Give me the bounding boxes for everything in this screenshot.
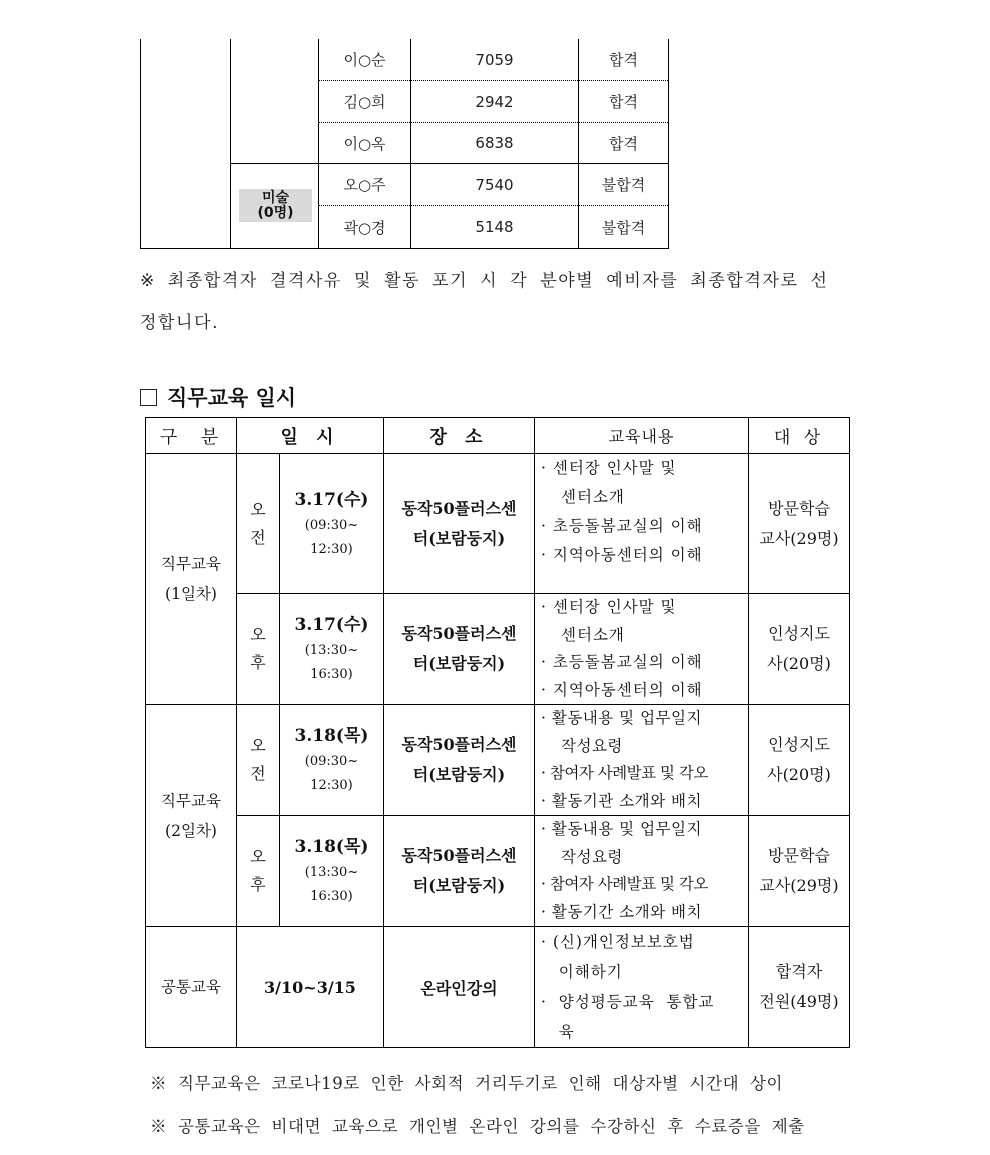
ampm-char: 후 <box>250 875 266 894</box>
time-start: (13:30~ <box>304 643 359 658</box>
results-table <box>140 39 669 249</box>
category-name: 미술 <box>261 189 290 206</box>
date-label: 3.17(수) <box>294 615 369 635</box>
ampm-char: 후 <box>250 653 266 672</box>
target-line: 교사(29명) <box>759 528 839 548</box>
time-end: 16:30) <box>310 667 353 682</box>
table-border <box>145 1047 850 1048</box>
date-label: 3.18(목) <box>294 837 369 857</box>
applicant-name: 김○희 <box>343 93 386 111</box>
place-line: 동작50플러스센 <box>401 624 517 643</box>
time-start: (09:30~ <box>304 517 359 533</box>
result-status: 합격 <box>609 134 638 153</box>
header-target: 대 상 <box>773 428 825 448</box>
content-item: · (신)개인정보보호법 <box>541 933 695 951</box>
place-line: 터(보람둥지) <box>412 876 506 895</box>
time-end: 12:30) <box>310 541 353 557</box>
table-border <box>140 39 141 249</box>
target-line: 사(20명) <box>767 654 831 673</box>
art-category-label <box>239 189 312 222</box>
ampm-char: 오 <box>250 847 266 866</box>
category-day2 <box>146 705 236 926</box>
content-item: · 참여자 사례발표 및 각오 <box>541 764 708 782</box>
content-item: · 활동기간 소개와 배치 <box>541 902 702 921</box>
session-content <box>535 705 748 815</box>
session-target <box>749 454 849 593</box>
header-datetime: 일 시 <box>280 426 340 448</box>
ampm-char: 오 <box>250 499 266 519</box>
section-heading <box>140 382 296 412</box>
result-status: 합격 <box>609 51 638 69</box>
section-title: 직무교육 일시 <box>167 386 297 410</box>
category-day1 <box>146 454 236 704</box>
content-item: · 활동내용 및 업무일지 <box>541 709 702 727</box>
place-line: 터(보람둥지) <box>412 654 506 673</box>
content-item: 이해하기 <box>541 963 623 981</box>
session-content <box>535 594 748 704</box>
content-item: 센터소개 <box>561 488 625 506</box>
session-date <box>280 705 383 815</box>
common-content <box>535 927 748 1047</box>
result-status: 합격 <box>609 93 638 111</box>
session-target <box>749 705 849 815</box>
session-date <box>280 816 383 926</box>
category-count: (0명) <box>257 204 294 221</box>
footnote-common-education: ※ 공통교육은 비대면 교육으로 개인별 온라인 강의를 수강하신 후 수료증을 제출 <box>150 1117 805 1136</box>
category-label: 직무교육 <box>161 555 221 573</box>
applicant-number: 5148 <box>475 218 514 236</box>
content-item: 작성요령 <box>561 736 623 755</box>
content-item: · 참여자 사례발표 및 각오 <box>541 875 708 893</box>
category-common: 공통교육 <box>161 978 221 996</box>
session-ampm <box>237 816 279 926</box>
target-line: 인성지도 <box>768 624 830 643</box>
common-place: 온라인강의 <box>420 978 498 998</box>
ampm-char: 오 <box>250 625 266 644</box>
date-label: 3.17(수) <box>294 489 369 510</box>
session-ampm <box>237 705 279 815</box>
header-category: 구 분 <box>159 426 223 448</box>
session-date <box>280 454 383 593</box>
content-item: · 초등돌봄교실의 이해 <box>541 517 703 535</box>
place-line: 터(보람둥지) <box>412 765 506 784</box>
replacement-note-line1: ※ 최종합격자 결격사유 및 활동 포기 시 각 분야별 예비자를 최종합격자로 선 <box>140 271 829 291</box>
time-start: (13:30~ <box>304 865 359 880</box>
applicant-name: 곽○경 <box>343 218 386 237</box>
content-item: · 센터장 인사말 및 <box>541 598 677 616</box>
checkbox-bullet-icon <box>140 389 157 406</box>
time-end: 12:30) <box>310 778 353 793</box>
header-place: 장 소 <box>429 426 489 448</box>
result-status: 불합격 <box>601 218 646 237</box>
content-item: · 양성평등교육 통합교 <box>541 993 715 1011</box>
ampm-char: 전 <box>250 764 266 783</box>
target-line: 인성지도 <box>768 735 830 754</box>
place-line: 동작50플러스센 <box>401 735 517 754</box>
session-place <box>384 594 534 704</box>
target-line: 사(20명) <box>767 765 831 784</box>
place-line: 터(보람둥지) <box>412 528 506 548</box>
session-date <box>280 594 383 704</box>
content-item: · 지역아동센터의 이해 <box>541 680 703 699</box>
content-item: · 초등돌봄교실의 이해 <box>541 653 703 671</box>
applicant-number: 2942 <box>475 92 514 111</box>
content-item: 육 <box>541 1023 575 1041</box>
category-day: (2일차) <box>165 821 217 840</box>
session-target <box>749 816 849 926</box>
table-border <box>849 417 850 1048</box>
result-status: 불합격 <box>601 176 646 194</box>
content-item: 센터소개 <box>561 625 625 644</box>
session-content <box>535 816 748 926</box>
target-line: 방문학습 <box>768 846 830 865</box>
category-label: 직무교육 <box>161 791 221 810</box>
footnote-covid: ※ 직무교육은 코로나19로 인한 사회적 거리두기로 인해 대상자별 시간대 상이 <box>150 1074 784 1093</box>
target-line: 방문학습 <box>768 498 830 518</box>
target-line: 합격자 <box>775 962 823 981</box>
applicant-name: 이○순 <box>343 51 386 69</box>
common-period: 3/10~3/15 <box>264 977 356 997</box>
applicant-number: 7059 <box>475 50 514 69</box>
target-line: 전원(49명) <box>759 992 839 1011</box>
session-ampm <box>237 594 279 704</box>
applicant-name: 오○주 <box>343 176 386 194</box>
session-target <box>749 594 849 704</box>
applicant-name: 이○옥 <box>343 134 386 153</box>
replacement-note-line2: 정합니다. <box>140 313 220 333</box>
common-target <box>749 927 849 1047</box>
place-line: 동작50플러스센 <box>401 498 517 518</box>
applicant-number: 6838 <box>475 134 514 152</box>
place-line: 동작50플러스센 <box>401 846 517 865</box>
time-end: 16:30) <box>310 889 353 904</box>
ampm-char: 오 <box>250 736 266 755</box>
content-item: · 지역아동센터의 이해 <box>541 546 703 564</box>
content-item: · 활동내용 및 업무일지 <box>541 820 702 838</box>
content-item: · 센터장 인사말 및 <box>541 459 677 477</box>
session-content <box>535 454 748 593</box>
header-content: 교육내용 <box>608 427 675 446</box>
time-start: (09:30~ <box>304 754 359 769</box>
content-item: 작성요령 <box>561 847 623 866</box>
session-place <box>384 816 534 926</box>
schedule-table <box>145 417 850 1048</box>
content-item: · 활동기관 소개와 배치 <box>541 791 702 810</box>
session-place <box>384 454 534 593</box>
category-day: (1일차) <box>165 585 217 603</box>
session-place <box>384 705 534 815</box>
date-label: 3.18(목) <box>294 726 369 746</box>
session-ampm <box>237 454 279 593</box>
applicant-number: 7540 <box>475 175 514 194</box>
table-border <box>230 39 231 249</box>
table-bottom-border <box>140 248 669 249</box>
target-line: 교사(29명) <box>759 876 839 895</box>
table-border <box>668 39 669 249</box>
ampm-char: 전 <box>250 527 266 547</box>
